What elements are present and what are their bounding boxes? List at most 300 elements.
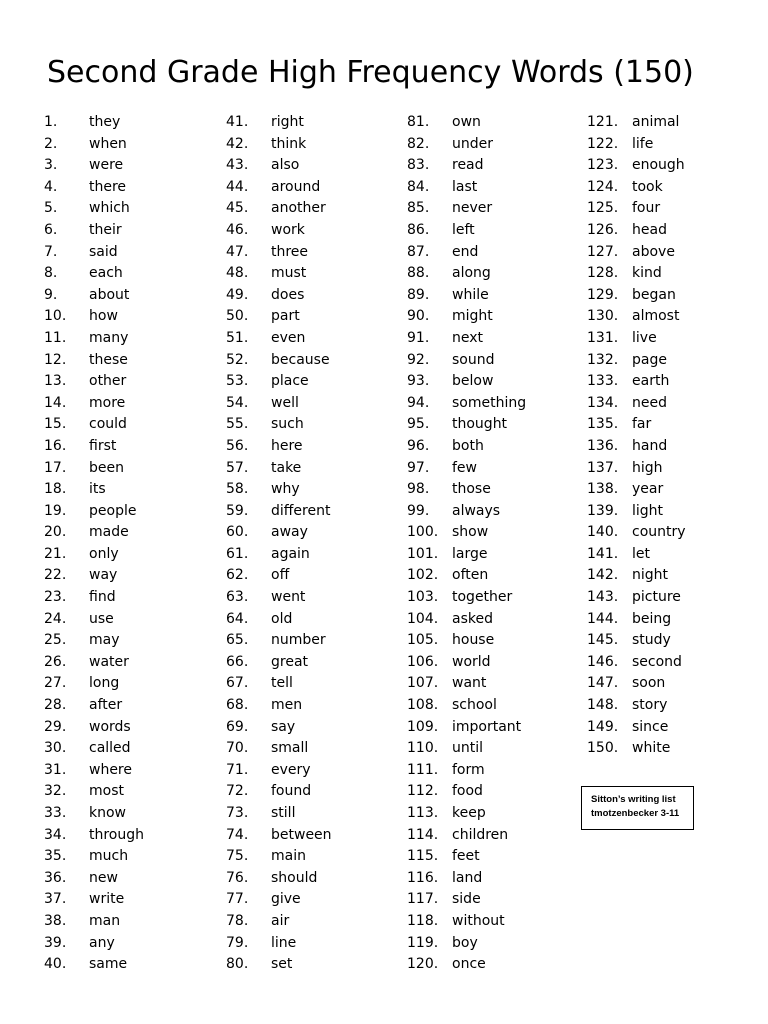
word-row [407,198,582,220]
word-row [407,177,582,199]
word-number: 91. [407,329,430,346]
word-row [587,458,762,480]
word-row [226,479,401,501]
word-number: 104. [407,610,439,627]
word-row [44,479,219,501]
word-row [407,911,582,933]
word-text: soon [632,675,666,692]
word-row [44,738,219,760]
word-number: 144. [587,610,619,627]
word-number: 19. [44,502,67,519]
word-text: four [632,200,661,217]
word-number: 146. [587,653,619,670]
word-number: 61. [226,545,249,562]
word-row [587,198,762,220]
word-row [407,889,582,911]
word-row [407,933,582,955]
word-text: take [271,459,302,476]
word-text: even [271,329,306,346]
word-number: 6. [44,221,58,238]
word-number: 86. [407,221,430,238]
word-number: 59. [226,502,249,519]
word-text: together [452,589,513,606]
word-number: 70. [226,740,249,757]
credit-note-box [581,786,694,830]
word-number: 37. [44,891,67,908]
word-text: when [89,135,127,152]
word-row [44,803,219,825]
word-row [587,673,762,695]
word-number: 120. [407,956,439,973]
word-row [587,630,762,652]
word-number: 81. [407,114,430,130]
word-row [587,242,762,264]
word-text: those [452,481,491,498]
word-row [407,522,582,544]
word-row [407,630,582,652]
word-row [226,112,401,134]
word-number: 150. [587,740,619,757]
word-number: 55. [226,416,249,433]
word-number: 99. [407,502,430,519]
word-text: many [89,329,129,346]
word-number: 72. [226,783,249,800]
word-number: 66. [226,653,249,670]
word-number: 31. [44,761,67,778]
word-row [44,825,219,847]
word-text: page [632,351,667,368]
word-number: 28. [44,697,67,714]
word-row [44,501,219,523]
word-text: give [271,891,301,908]
word-number: 117. [407,891,439,908]
word-text: off [271,567,290,584]
word-number: 79. [226,934,249,951]
word-number: 65. [226,632,249,649]
word-text: far [632,416,652,433]
word-row [407,954,582,976]
word-row [226,220,401,242]
word-number: 50. [226,308,249,325]
word-number: 145. [587,632,619,649]
word-text: right [271,114,304,130]
word-row [226,673,401,695]
word-row [226,954,401,976]
word-number: 5. [44,200,58,217]
word-row [44,717,219,739]
word-text: took [632,178,663,195]
word-text: often [452,567,489,584]
word-row [407,652,582,674]
word-text: few [452,459,477,476]
word-number: 94. [407,394,430,411]
word-text: along [452,265,491,282]
word-row [44,911,219,933]
word-row [226,242,401,264]
word-row [587,695,762,717]
word-row [407,328,582,350]
word-row [407,350,582,372]
word-text: write [89,891,125,908]
word-text: these [89,351,128,368]
word-text: life [632,135,654,152]
word-text: read [452,157,484,174]
word-number: 96. [407,437,430,454]
word-number: 118. [407,912,439,929]
word-number: 51. [226,329,249,346]
word-row [587,306,762,328]
word-number: 80. [226,956,249,973]
word-text: main [271,848,306,865]
word-text: how [89,308,118,325]
word-number: 57. [226,459,249,476]
word-text: next [452,329,484,346]
word-row [44,954,219,976]
word-number: 110. [407,740,439,757]
word-row [587,177,762,199]
word-number: 73. [226,805,249,821]
word-number: 10. [44,308,67,325]
word-row [226,414,401,436]
word-text: called [89,740,131,757]
word-text: until [452,740,484,757]
word-number: 30. [44,740,67,757]
word-number: 125. [587,200,619,217]
word-row [407,565,582,587]
word-number: 102. [407,567,439,584]
word-number: 83. [407,157,430,174]
word-text: where [89,761,132,778]
word-text: important [452,718,522,735]
word-row [587,155,762,177]
word-number: 8. [44,265,58,282]
word-text: below [452,373,494,390]
word-number: 13. [44,373,67,390]
word-text: went [271,589,306,606]
word-number: 115. [407,848,439,865]
word-number: 98. [407,481,430,498]
word-text: children [452,826,509,843]
word-number: 42. [226,135,249,152]
word-number: 26. [44,653,67,670]
word-text: any [89,934,115,951]
word-row [44,220,219,242]
word-text: could [89,416,127,433]
word-row [587,501,762,523]
word-text: tell [271,675,293,692]
word-row [587,414,762,436]
word-text: under [452,135,494,152]
word-row [226,652,401,674]
word-row [44,306,219,328]
word-number: 116. [407,869,439,886]
word-row [407,134,582,156]
word-row [226,285,401,307]
word-row [226,328,401,350]
word-number: 16. [44,437,67,454]
word-column-1 [44,112,219,976]
word-row [44,177,219,199]
word-number: 29. [44,718,67,735]
word-number: 47. [226,243,249,260]
word-text: high [632,459,663,476]
word-row [226,781,401,803]
word-row [226,630,401,652]
word-row [407,112,582,134]
word-text: men [271,697,303,714]
word-number: 64. [226,610,249,627]
word-text: almost [632,308,680,325]
word-text: water [89,653,129,670]
word-text: above [632,243,675,260]
word-text: earth [632,373,670,390]
word-number: 7. [44,243,58,260]
word-row [407,803,582,825]
word-row [44,673,219,695]
word-number: 126. [587,221,619,238]
word-number: 141. [587,545,619,562]
word-row [44,371,219,393]
word-text: line [271,934,297,951]
word-row [44,155,219,177]
word-row [44,781,219,803]
word-text: there [89,178,127,195]
word-text: while [452,286,489,303]
word-number: 74. [226,826,249,843]
word-number: 46. [226,221,249,238]
word-row [226,306,401,328]
word-row [44,328,219,350]
word-text: say [271,718,296,735]
word-row [226,350,401,372]
word-text: night [632,567,669,584]
word-number: 68. [226,697,249,714]
word-row [407,760,582,782]
word-text: picture [632,589,681,606]
word-row [226,198,401,220]
word-row [407,501,582,523]
word-number: 35. [44,848,67,865]
word-text: since [632,718,669,735]
word-text: small [271,740,309,757]
word-text: different [271,502,331,519]
word-text: school [452,697,497,714]
word-number: 143. [587,589,619,606]
word-number: 2. [44,135,58,152]
word-row [226,825,401,847]
word-number: 58. [226,481,249,498]
word-text: second [632,653,682,670]
word-number: 14. [44,394,67,411]
word-text: live [632,329,657,346]
word-number: 12. [44,351,67,368]
word-number: 36. [44,869,67,886]
word-text: said [89,243,118,260]
word-text: between [271,826,332,843]
word-row [44,846,219,868]
word-row [407,868,582,890]
word-number: 39. [44,934,67,951]
word-text: house [452,632,495,649]
word-row [587,436,762,458]
word-row [587,652,762,674]
word-number: 97. [407,459,430,476]
word-text: much [89,848,129,865]
word-row [407,414,582,436]
word-number: 134. [587,394,619,411]
word-number: 111. [407,761,439,778]
word-number: 45. [226,200,249,217]
word-row [587,134,762,156]
word-number: 132. [587,351,619,368]
word-text: made [89,524,129,541]
credit-note-line-2: tmotzenbecker 3-11 [591,808,680,819]
word-row [587,587,762,609]
word-text: every [271,761,311,778]
word-row [44,393,219,415]
word-row [44,933,219,955]
word-text: does [271,286,305,303]
word-text: end [452,243,479,260]
word-row [226,436,401,458]
word-number: 40. [44,956,67,973]
word-text: need [632,394,667,411]
word-text: work [271,221,305,238]
word-text: sound [452,351,495,368]
word-row [407,263,582,285]
word-text: new [89,869,118,886]
word-number: 139. [587,502,619,519]
word-text: hand [632,437,668,454]
word-row [226,695,401,717]
word-text: man [89,912,121,929]
word-text: last [452,178,478,195]
word-text: light [632,502,664,519]
word-row [407,393,582,415]
word-text: through [89,826,145,843]
word-text: land [452,869,483,886]
word-row [44,695,219,717]
word-row [226,522,401,544]
word-number: 32. [44,783,67,800]
word-text: use [89,610,114,627]
word-row [407,846,582,868]
word-number: 124. [587,178,619,195]
word-text: without [452,912,505,929]
word-number: 3. [44,157,58,174]
word-number: 69. [226,718,249,735]
word-text: they [89,114,121,130]
word-text: animal [632,114,680,130]
word-row [44,760,219,782]
word-row [407,436,582,458]
word-row [226,609,401,631]
word-text: something [452,394,527,411]
word-number: 11. [44,329,67,346]
word-text: another [271,200,326,217]
word-text: about [89,286,130,303]
word-row [44,630,219,652]
word-number: 122. [587,135,619,152]
word-row [44,458,219,480]
word-row [44,263,219,285]
word-row [587,350,762,372]
word-row [44,436,219,458]
word-row [407,479,582,501]
word-number: 113. [407,805,439,821]
word-number: 33. [44,805,67,821]
word-text: found [271,783,312,800]
word-text: number [271,632,326,649]
word-row [587,112,762,134]
word-text: side [452,891,481,908]
word-row [44,868,219,890]
word-number: 109. [407,718,439,735]
word-number: 112. [407,783,439,800]
word-text: long [89,675,120,692]
word-row [44,285,219,307]
word-column-2 [226,112,401,976]
word-text: also [271,157,300,174]
word-text: head [632,221,667,238]
word-text: thought [452,416,508,433]
word-number: 44. [226,178,249,195]
word-row [226,933,401,955]
word-row [407,609,582,631]
word-row [44,112,219,134]
word-text: feet [452,848,480,865]
word-number: 136. [587,437,619,454]
word-row [226,155,401,177]
word-row [44,242,219,264]
word-text: well [271,394,299,411]
word-row [587,565,762,587]
word-number: 41. [226,114,249,130]
word-row [226,717,401,739]
word-row [44,134,219,156]
word-text: way [89,567,118,584]
word-number: 131. [587,329,619,346]
word-number: 71. [226,761,249,778]
word-text: away [271,524,308,541]
word-text: three [271,243,309,260]
word-row [226,544,401,566]
word-number: 82. [407,135,430,152]
word-row [587,328,762,350]
word-number: 75. [226,848,249,865]
word-number: 133. [587,373,619,390]
word-text: been [89,459,124,476]
word-row [226,911,401,933]
word-number: 148. [587,697,619,714]
word-row [44,587,219,609]
word-number: 95. [407,416,430,433]
word-row [587,544,762,566]
word-row [407,825,582,847]
word-number: 92. [407,351,430,368]
word-number: 4. [44,178,58,195]
word-column-4 [587,112,762,760]
word-number: 25. [44,632,67,649]
word-number: 52. [226,351,249,368]
word-number: 135. [587,416,619,433]
word-number: 27. [44,675,67,692]
word-number: 43. [226,157,249,174]
word-text: left [452,221,475,238]
word-row [226,263,401,285]
word-text: keep [452,805,486,821]
word-number: 84. [407,178,430,195]
